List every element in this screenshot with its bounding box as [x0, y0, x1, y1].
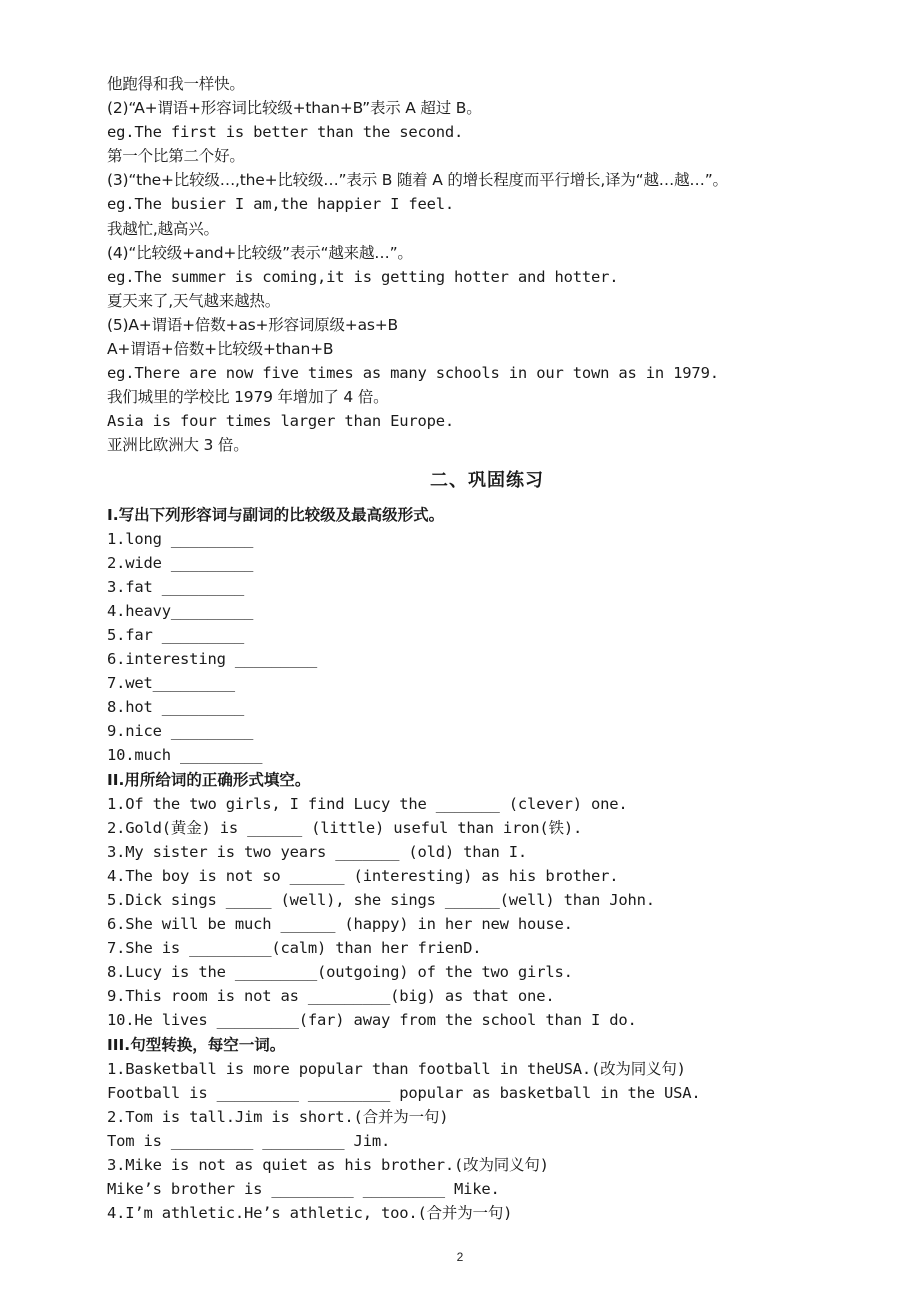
exercise-item: 3.fat _________	[107, 577, 244, 596]
note-line: (4)“比较级+and+比较级”表示“越来越…”。	[107, 243, 413, 262]
exercise-item: 4.I’m athletic.He’s athletic, too.(合并为一句)	[107, 1204, 513, 1223]
exercise-item: 8.hot _________	[107, 698, 244, 717]
exercise-item: 7.wet_________	[107, 674, 235, 693]
exercise-section-3	[107, 1033, 867, 1226]
exercise-item: 5.Dick sings _____ (well), she sings ______(well) than John.	[107, 891, 655, 909]
note-line: (5)A+谓语+倍数+as+形容词原级+as+B	[107, 315, 398, 334]
note-line: Asia is four times larger than Europe.	[107, 412, 455, 431]
exercise-item: 10.much _________	[107, 746, 263, 765]
note-line: (2)“A+谓语+形容词比较级+than+B”表示 A 超过 B。	[107, 99, 482, 118]
exercise-item: 2.Tom is tall.Jim is short.(合并为一句)	[107, 1107, 449, 1126]
exercise-item: 7.She is _________(calm) than her frienD.	[107, 939, 482, 958]
exercise-item: 3.Mike is not as quiet as his brother.(改为同义句)	[107, 1156, 549, 1175]
note-line: (3)“the+比较级…,the+比较级…”表示 B 随着 A 的增长程度而平行增长,译为“越…越…”。	[107, 171, 728, 190]
exercise-item: 1.long _________	[107, 529, 254, 548]
exercise-item: 4.The boy is not so ______ (interesting) as his brother.	[107, 866, 619, 885]
exercise-item: Mike’s brother is _________ _________ Mike.	[107, 1180, 500, 1199]
note-line: 夏天来了,天气越来越热。	[107, 291, 281, 310]
exercise-item: 10.He lives _________(far) away from the school than I do.	[107, 1011, 637, 1030]
section-title: I.写出下列形容词与副词的比较级及最高级形式。	[107, 505, 445, 524]
exercise-item: 8.Lucy is the _________(outgoing) of the two girls.	[107, 963, 573, 982]
note-line: 亚洲比欧洲大 3 倍。	[107, 436, 249, 455]
exercise-item: Football is _________ _________ popular as basketball in the USA.	[107, 1083, 701, 1102]
practice-heading: 二、巩固练习	[430, 469, 544, 491]
exercise-item: 1.Basketball is more popular than football in theUSA.(改为同义句)	[107, 1059, 686, 1078]
exercise-item: 2.Gold(黄金) is ______ (little) useful than iron(铁).	[107, 818, 583, 837]
exercise-item: 5.far _________	[107, 625, 244, 644]
note-line: 我越忙,越高兴。	[107, 219, 219, 238]
exercise-item: 6.interesting _________	[107, 650, 318, 669]
section-title: II.用所给词的正确形式填空。	[107, 770, 311, 789]
exercise-section-1	[107, 503, 867, 768]
exercise-item: 9.nice _________	[107, 722, 254, 741]
note-line: eg.The busier I am,the happier I feel.	[107, 195, 455, 214]
exercise-item: 6.She will be much ______ (happy) in her new house.	[107, 915, 573, 934]
note-line: eg.The first is better than the second.	[107, 123, 464, 142]
note-line: A+谓语+倍数+比较级+than+B	[107, 340, 334, 359]
exercise-item: 4.heavy_________	[107, 601, 254, 620]
exercise-item: Tom is _________ _________ Jim.	[107, 1131, 391, 1150]
note-line: 他跑得和我一样快。	[107, 75, 245, 93]
exercise-item: 3.My sister is two years _______ (old) than I.	[107, 842, 528, 861]
exercise-section-2	[107, 768, 867, 1033]
grammar-notes	[107, 72, 867, 458]
section-title: III.句型转换，每空一词。	[107, 1035, 286, 1054]
document-page	[107, 72, 867, 1225]
exercise-item: 9.This room is not as _________(big) as that one.	[107, 987, 555, 1006]
note-line: 我们城里的学校比 1979 年增加了 4 倍。	[107, 388, 389, 407]
exercise-item: 1.Of the two girls, I find Lucy the _______ (clever) one.	[107, 794, 628, 813]
exercise-item: 2.wide _________	[107, 553, 254, 572]
page-number: 2	[456, 1250, 464, 1264]
note-line: eg.There are now five times as many schools in our town as in 1979.	[107, 364, 719, 383]
note-line: 第一个比第二个好。	[107, 147, 245, 166]
note-line: eg.The summer is coming,it is getting hotter and hotter.	[107, 267, 619, 286]
